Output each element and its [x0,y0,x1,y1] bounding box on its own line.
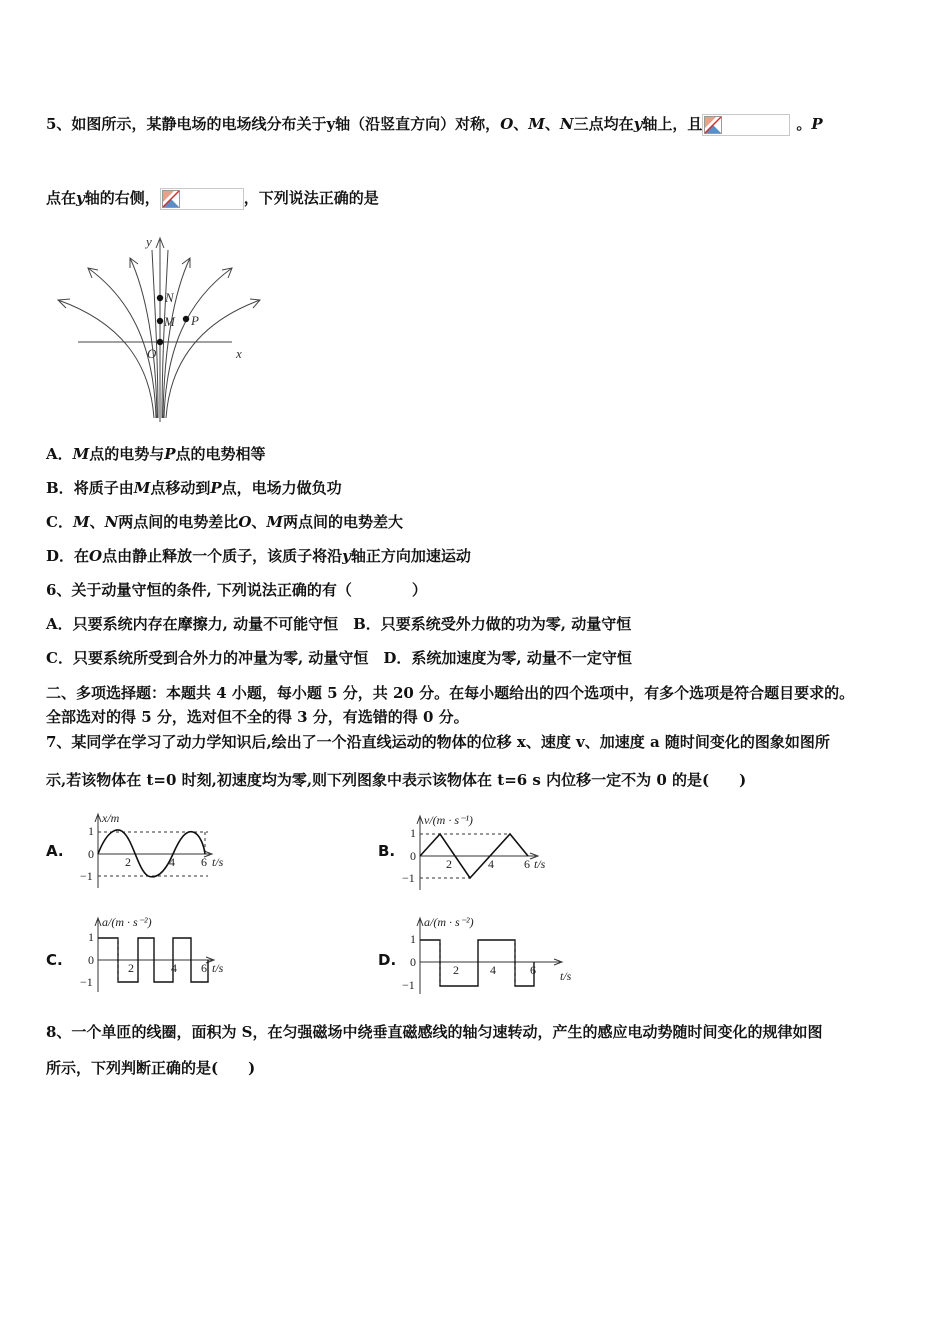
option-text: M [133,479,151,497]
y-axis-label: y [146,234,152,249]
svg-text:t/s: t/s [212,961,224,975]
label-P: P [191,313,199,328]
option-text: 在 [74,547,90,565]
q5-stem-line2: 点在y轴的右侧， ，下列说法正确的是 [46,188,379,210]
svg-text:2: 2 [128,961,134,975]
field-line [164,268,232,418]
label-N: N [165,290,174,305]
svg-text:6: 6 [201,855,207,869]
q7-stem-line2: 示,若该物体在 t=0 时刻,初速度均为零,则下列图象中表示该物体在 t=6 s 内位移一定不为 0 的是( ) [46,771,747,789]
q7-graph-a[interactable] [78,810,238,892]
option-letter: C． [46,513,73,531]
q6-options-row1[interactable]: A．只要系统内存在摩擦力, 动量不可能守恒 B．只要系统受外力做的功为零, 动量守恒 [46,615,632,633]
option-text: 点由静止释放一个质子，该质子将沿 [102,547,343,565]
option-text: N [104,513,119,531]
q6-options-row2[interactable]: C．只要系统所受到合外力的冲量为零, 动量守恒 D．系统加速度为零, 动量不一定守恒 [46,649,632,667]
option-text: 点的电势与 [89,445,165,463]
missing-image-icon [160,188,244,210]
svg-text:0: 0 [410,849,416,863]
q7-option-a-label[interactable]: A. [46,842,64,860]
point-N [157,295,163,301]
option-letter: A． [46,445,73,463]
option-text: M [72,445,90,463]
svg-text:−1: −1 [80,975,93,989]
field-line [163,258,190,418]
svg-text:v/(m · s⁻¹): v/(m · s⁻¹) [424,813,473,827]
svg-text:a/(m · s⁻²): a/(m · s⁻²) [424,915,474,929]
field-line [58,300,154,418]
field-line [162,250,168,418]
point-O [157,339,163,345]
q7-graph-d[interactable] [400,914,590,998]
svg-text:1: 1 [410,932,416,946]
q7-graph-c[interactable] [78,914,238,996]
svg-text:6: 6 [201,961,207,975]
field-line [130,258,157,418]
x-axis-label: x [236,346,242,361]
option-text: 、 [251,513,267,531]
option-text: 点移动到 [150,479,211,497]
svg-text:6: 6 [530,963,536,977]
q5-option-d[interactable] [46,546,471,566]
option-letter: B． [46,479,74,497]
svg-text:0: 0 [410,955,416,969]
option-text: 点的电势相等 [175,445,266,463]
svg-text:2: 2 [453,963,459,977]
option-text: 、 [89,513,105,531]
field-line [88,268,156,418]
option-text: 将质子由 [73,479,134,497]
svg-text:x/m: x/m [102,811,120,825]
option-text: 两点间的电势差大 [283,513,404,531]
svg-text:1: 1 [88,824,94,838]
q6-stem: 6、关于动量守恒的条件, 下列说法正确的有（ ） [46,581,427,599]
svg-text:a/(m · s⁻²): a/(m · s⁻²) [102,915,152,929]
option-text: P [210,479,222,497]
q5-option-a[interactable] [46,444,266,464]
svg-text:6: 6 [524,857,530,871]
q5-option-c[interactable] [46,512,403,532]
svg-text:0: 0 [88,953,94,967]
svg-text:1: 1 [410,826,416,840]
q5-stem-line1: 5、如图所示，某静电场的电场线分布关于y轴（沿竖直方向）对称，O、M、N三点均在y轴上，且 。P [46,114,823,136]
label-M: M [164,314,175,329]
q8-stem-line2: 所示，下列判断正确的是( ) [46,1059,256,1077]
option-text: 轴正方向加速运动 [350,547,471,565]
svg-text:1: 1 [88,930,94,944]
section2-line1: 二、多项选择题：本题共 4 小题，每小题 5 分，共 20 分。在每小题给出的四个选项中，有多个选项是符合题目要求的。 [46,684,855,702]
missing-image-icon [702,114,790,136]
svg-text:t/s: t/s [560,969,572,983]
sine-curve [98,830,205,877]
option-text: P [164,445,176,463]
option-text: M [266,513,284,531]
svg-text:t/s: t/s [212,855,224,869]
svg-text:4: 4 [488,857,494,871]
svg-text:4: 4 [169,855,175,869]
q8-stem-line1: 8、一个单匝的线圈，面积为 S，在匀强磁场中绕垂直磁感线的轴匀速转动，产生的感应电动势随时间变化的规律如图 [46,1023,823,1041]
option-text: O [238,513,252,531]
svg-text:0: 0 [88,847,94,861]
label-O: O [147,346,157,361]
svg-text:−1: −1 [402,871,415,885]
q7-option-d-label[interactable]: D. [378,951,397,969]
q7-graph-b[interactable] [400,812,570,894]
electric-field-figure [50,232,280,427]
svg-text:4: 4 [490,963,496,977]
section2-line2: 全部选对的得 5 分，选对但不全的得 3 分，有选错的得 0 分。 [46,708,469,726]
accel-wave [420,940,534,986]
svg-text:4: 4 [171,961,177,975]
field-line [152,250,158,418]
svg-text:2: 2 [446,857,452,871]
point-P [183,316,189,322]
option-letter: D． [46,547,75,565]
option-text: M [72,513,90,531]
option-text: O [89,547,103,565]
option-text: 点，电场力做负功 [221,479,342,497]
q7-option-b-label[interactable]: B. [378,842,396,860]
svg-text:−1: −1 [80,869,93,883]
option-text: y [342,547,351,565]
point-M [157,318,163,324]
q7-stem-line1: 7、某同学在学习了动力学知识后,绘出了一个沿直线运动的物体的位移 x、速度 v、加速度 a 随时间变化的图象如图所 [46,733,830,751]
field-line [166,300,260,418]
svg-text:2: 2 [125,855,131,869]
option-text: 两点间的电势差比 [118,513,239,531]
q7-option-c-label[interactable]: C. [46,951,63,969]
svg-text:−1: −1 [402,978,415,992]
q5-option-b[interactable] [46,478,342,498]
svg-text:t/s: t/s [534,857,546,871]
